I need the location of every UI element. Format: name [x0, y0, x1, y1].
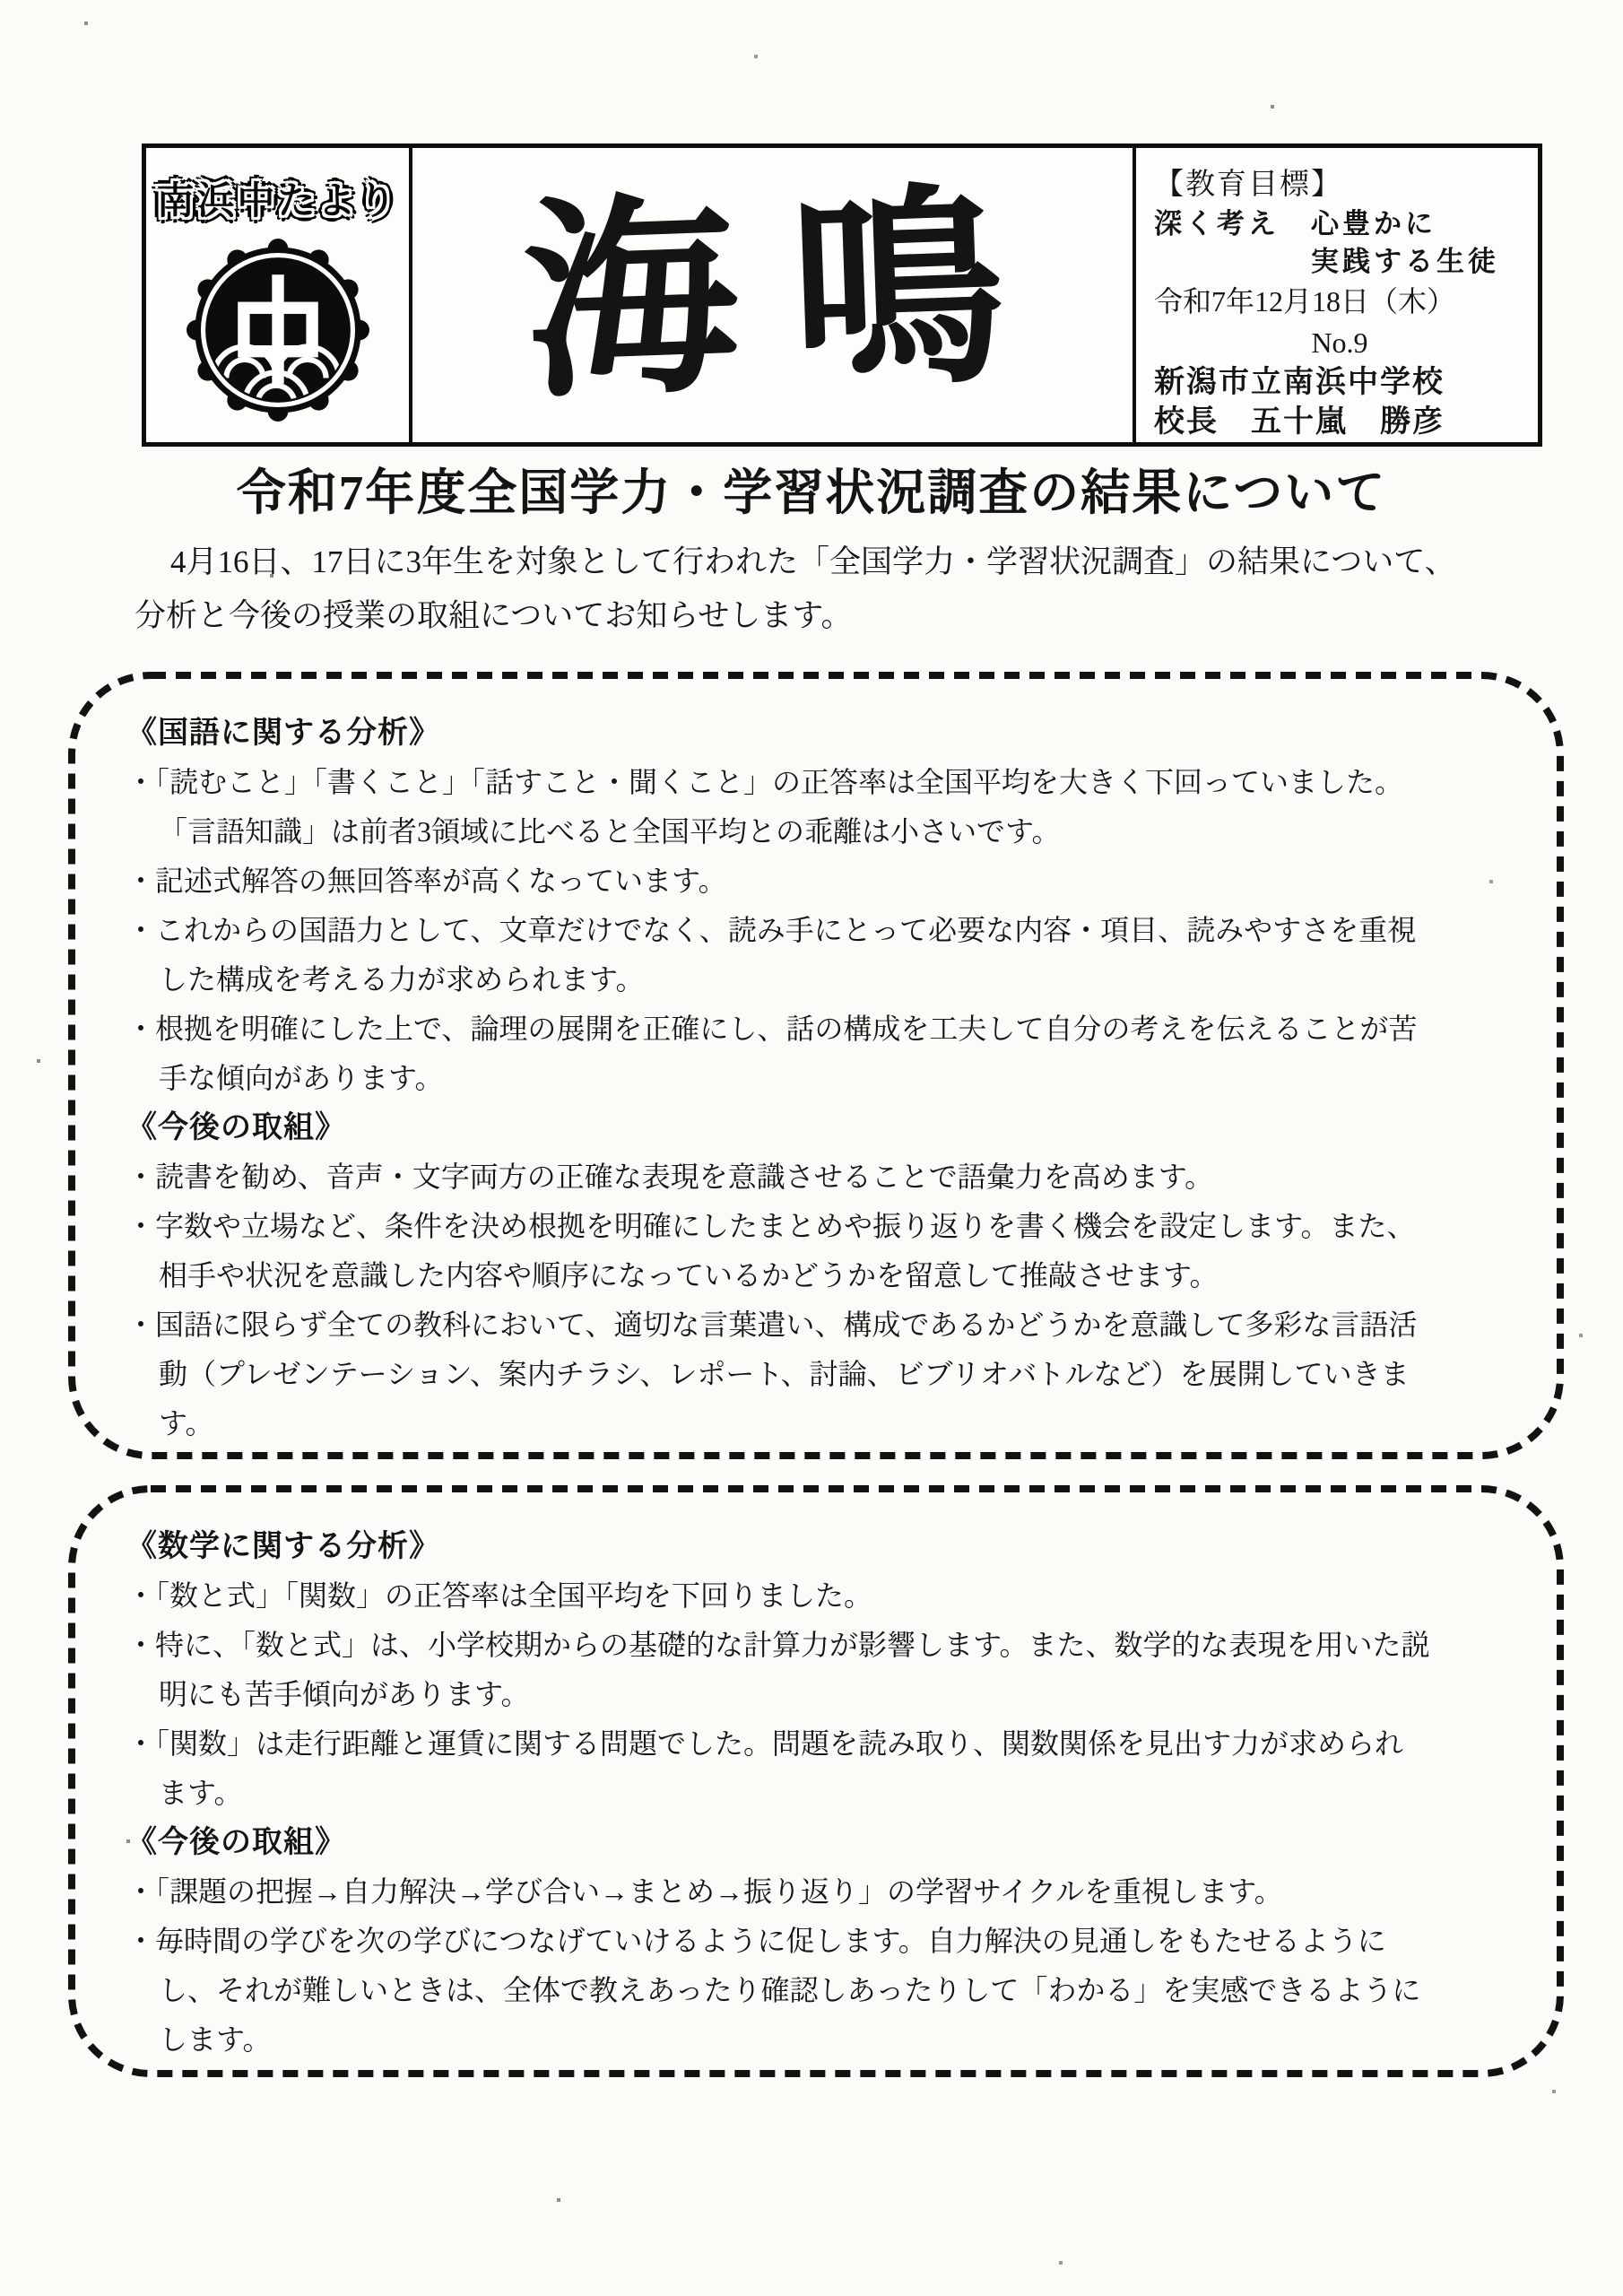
bullet-line: ・「数と式」「関数」の正答率は全国平均を下回りました。: [126, 1579, 873, 1612]
bullet-line: ・記述式解答の無回答率が高くなっています。: [126, 865, 727, 897]
principal-name: 校長 五十嵐 勝彦: [1154, 404, 1445, 439]
bullet-line: ・国語に限らず全ての教科において、適切な言葉遣い、構成であるかどうかを意識して多彩な言語活: [126, 1309, 1418, 1341]
bullet-line: ・字数や立場など、条件を決め根拠を明確にしたまとめや振り返りを書く機会を設定します。また、: [126, 1210, 1416, 1242]
section-heading: 《国語に関する分析》: [126, 716, 440, 750]
intro-line: 分析と今後の授業の取組についてお知らせします。: [135, 598, 853, 633]
school-emblem-icon: [186, 238, 370, 422]
section-heading: 《今後の取組》: [126, 1110, 346, 1144]
bullet-line: ・「関数」は走行距離と運賃に関する問題でした。問題を読み取り、関数関係を見出す力が求められ: [126, 1727, 1404, 1760]
issue-date: 令和7年12月18日（木）: [1154, 285, 1456, 317]
scan-noise-specks: [0, 0, 2, 2]
newsletter-label: 南浜中たより: [156, 179, 399, 222]
section-japanese-analysis: [67, 671, 1565, 1460]
bullet-line: ・特に、「数と式」は、小学校期からの基礎的な計算力が影響します。また、数学的な表現を用いた説: [126, 1629, 1430, 1661]
issue-number: No.9: [1311, 326, 1368, 359]
masthead-title-cell: [412, 148, 1133, 442]
continuation-line: した構成を考える力が求められます。: [159, 963, 645, 996]
section-heading: 《数学に関する分析》: [126, 1529, 440, 1563]
continuation-line: ます。: [159, 1777, 243, 1809]
school-name: 新潟市立南浜中学校: [1154, 365, 1445, 399]
section-heading: 《今後の取組》: [126, 1825, 346, 1859]
education-goal-line2: 実践する生徒: [1311, 246, 1499, 277]
bullet-line: ・読書を勧め、音声・文字両方の正確な表現を意識させることで語彙力を高めます。: [126, 1161, 1214, 1193]
education-goal-header: 【教育目標】: [1154, 169, 1342, 201]
continuation-line: 手な傾向があります。: [159, 1062, 444, 1094]
section-math-analysis: [67, 1484, 1565, 2078]
page-title: 令和7年度全国学力・学習状況調査の結果について: [236, 465, 1387, 520]
masthead-left-cell: [146, 148, 412, 442]
masthead-info-cell: [1133, 148, 1538, 442]
bullet-line: ・「読むこと」「書くこと」「話すこと・聞くこと」の正答率は全国平均を大きく下回っていました。: [126, 766, 1404, 798]
bullet-line: ・これからの国語力として、文章だけでなく、読み手にとって必要な内容・項目、読みやすさを重視: [126, 914, 1417, 946]
continuation-line: し、それが難しいときは、全体で教えあったり確認しあったりして「わかる」を実感できるように: [159, 1974, 1421, 2006]
newsletter-title-calligraphy: 海鳴: [518, 159, 1063, 429]
continuation-line: 明にも苦手傾向があります。: [159, 1678, 530, 1710]
continuation-line: 「言語知識」は前者3領域に比べると全国平均との乖離は小さいです。: [159, 815, 1061, 848]
continuation-line: す。: [159, 1407, 214, 1439]
bullet-line: ・根拠を明確にした上で、論理の展開を正確にし、話の構成を工夫して自分の考えを伝えることが苦: [126, 1013, 1418, 1045]
masthead: [142, 144, 1542, 447]
continuation-line: 動（プレゼンテーション、案内チラシ、レポート、討論、ビブリオバトルなど）を展開していきま: [159, 1358, 1410, 1390]
intro-paragraph: [135, 535, 1515, 643]
intro-line: 4月16日、17日に3年生を対象として行われた「全国学力・学習状況調査」の結果について、: [170, 544, 1456, 579]
bullet-line: ・毎時間の学びを次の学びにつなげていけるように促します。自力解決の見通しをもたせるように: [126, 1925, 1386, 1957]
education-goal-line1: 深く考え 心豊かに: [1154, 208, 1436, 239]
continuation-line: 相手や状況を意識した内容や順序になっているかどうかを留意して推敲させます。: [159, 1259, 1219, 1292]
bullet-line: ・「課題の把握→自力解決→学び合い→まとめ→振り返り」の学習サイクルを重視します。: [126, 1875, 1283, 1908]
continuation-line: します。: [159, 2023, 272, 2056]
